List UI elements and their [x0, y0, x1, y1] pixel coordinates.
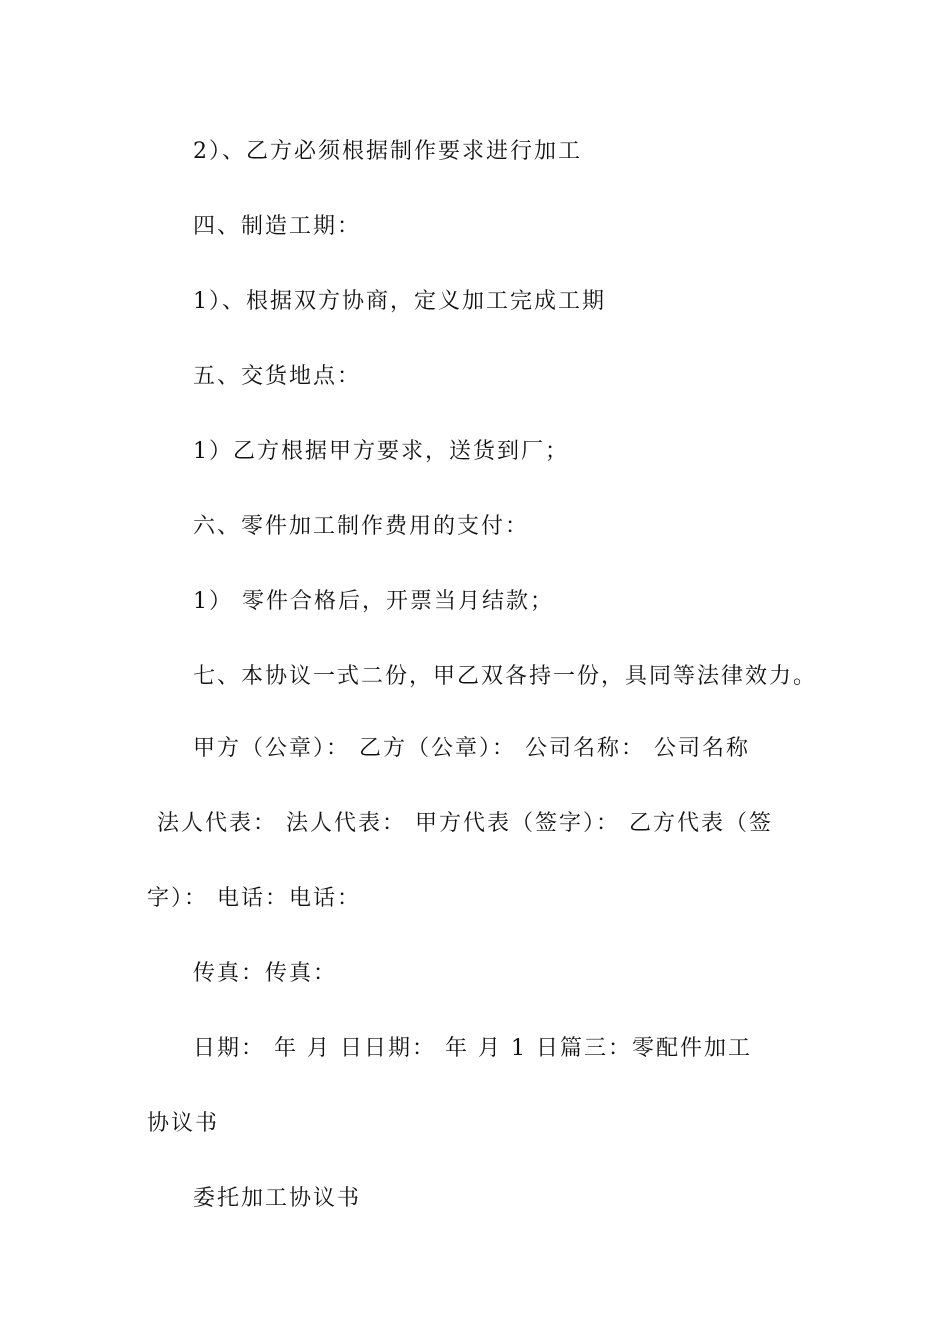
- signature-phone-line: 字）： 电话：电话：: [147, 886, 361, 911]
- section-5-heading: 五、交货地点：: [193, 364, 362, 389]
- section-7-clause: 七、本协议一式二份，甲乙双各持一份，具同等法律效力。: [193, 664, 818, 689]
- signature-representative-line: 法人代表： 法人代表： 甲方代表（签字）： 乙方代表（签: [157, 811, 773, 836]
- signature-seal-line: 甲方（公章）： 乙方（公章）： 公司名称： 公司名称: [193, 736, 750, 761]
- section-6-heading: 六、零件加工制作费用的支付：: [193, 514, 530, 539]
- agreement-title: 委托加工协议书: [193, 1186, 362, 1211]
- clause-5-item-1: 1）乙方根据甲方要求，送货到厂；: [193, 439, 569, 464]
- section-4-heading: 四、制造工期：: [193, 214, 362, 239]
- next-chapter-title-continued: 协议书: [147, 1111, 220, 1136]
- signature-fax-line: 传真：传真：: [193, 961, 338, 986]
- signature-date-line: 日期： 年 月 日日期： 年 月 1 日篇三：零配件加工: [193, 1036, 752, 1061]
- clause-6-item-1: 1） 零件合格后，开票当月结款；: [193, 589, 554, 614]
- clause-3-item-2: 2）、乙方必须根据制作要求进行加工: [193, 139, 582, 164]
- clause-4-item-1: 1）、根据双方协商，定义加工完成工期: [193, 289, 606, 314]
